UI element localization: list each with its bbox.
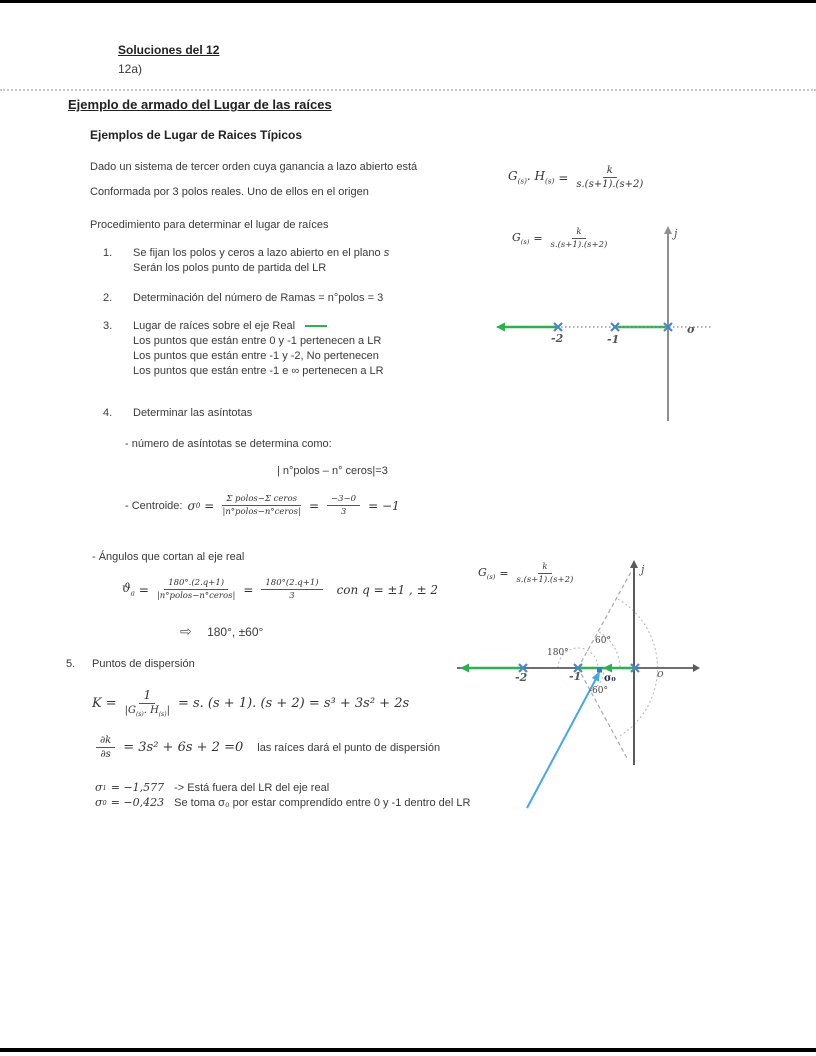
sigma-axis-label: o (657, 667, 664, 680)
step-3-line-3: Los puntos que están entre -1 y -2, No pertenecen (133, 350, 379, 362)
procedure-line: Procedimiento para determinar el lugar de raíces (90, 219, 329, 231)
step-4-abs-line: | n°polos – n° ceros|=3 (277, 465, 388, 477)
root-sigma0-line: σ 0 = −0,423 Se toma σ₀ por estar comprendido entre 0 y -1 dentro del LR (95, 796, 471, 809)
angles-result: ⇨ 180°, ±60° (180, 623, 264, 639)
pole-label-m2: -2 (515, 671, 528, 684)
section-subtitle: Ejemplos de Lugar de Raices Típicos (90, 128, 303, 142)
step-4-number: 4. (103, 407, 113, 419)
sigma0-label: σ₀ (604, 673, 616, 684)
step-1-line-2: Serán los polos punto de partida del LR (133, 262, 327, 274)
imaginary-axis-arrow-icon (664, 226, 672, 234)
page-top-border (0, 0, 816, 3)
j-axis-label: j (641, 563, 645, 576)
angles-title: - Ángulos que cortan al eje real (92, 551, 245, 563)
step-5-number: 5. (66, 658, 76, 670)
locus-mid-arrow-icon (603, 664, 612, 673)
formula-centroid: - Centroide: σ 0 = $\frac{\text{Σ polos−Σ ceros}}{\text{|n°polos−n°ceros|}}$ = $\frac{-3-0}{3}$ = −1 (125, 494, 400, 517)
step-2-number: 2. (103, 292, 113, 304)
step-1-number: 1. (103, 247, 113, 259)
imaginary-axis-arrow-icon (630, 560, 638, 568)
step-1-line-1: Se fijan los polos y ceros a lazo abierto en el plano s (133, 247, 390, 259)
formula-gs-diagram1: $G_{(s)}$ = $\frac{k}{s.(s+1).(s+2)}$ (512, 227, 608, 250)
page-bottom-border (0, 1048, 816, 1052)
diagram-asymptotes (449, 559, 711, 817)
formula-gs-diagram2: $G_{(s)}$ = $\frac{k}{s.(s+1).(s+2)}$ (478, 562, 574, 585)
dotted-separator (0, 89, 816, 91)
angle-minus-60-label: -60° (589, 686, 608, 696)
double-arrow-icon: ⇨ (180, 623, 192, 639)
angle-180-label: 180° (547, 648, 569, 658)
step-2-line: Determinación del número de Ramas = n°polos = 3 (133, 292, 384, 304)
formula-gain-k: K = $\frac{1}{|G_{(s)}. H_{(s)}|}$ = s. (s + 1). (s + 2) = s³ + 3s² + 2s (92, 688, 410, 718)
step-4-asymptote-note: - número de asíntotas se determina como: (125, 438, 332, 450)
pole-label-m2: -2 (551, 332, 564, 345)
item-label: 12a) (118, 62, 143, 76)
asymptote-down-60 (578, 668, 628, 760)
breakaway-pointer-arrow-icon (592, 671, 600, 682)
angle-60-label: 60° (595, 636, 611, 646)
diagram-pole-zero-map (455, 225, 720, 425)
step-3-number: 3. (103, 320, 113, 332)
intro-line-1: Dado un sistema de tercer orden cuya ganancia a lazo abierto está (90, 161, 418, 173)
sigma-axis-label: σ (687, 323, 696, 336)
step-3-line-4: Los puntos que están entre -1 e ∞ pertenecen a LR (133, 365, 384, 377)
asymptote-up-60 (578, 572, 631, 668)
locus-left-arrow-icon (496, 323, 505, 332)
root-sigma1-line: σ 1 = −1,577 -> Está fuera del LR del eje real (95, 781, 330, 794)
step-3-line-2: Los puntos que están entre 0 y -1 pertenecen a LR (133, 335, 382, 347)
breakaway-point-marker (597, 668, 602, 673)
step-5-line: Puntos de dispersión (92, 658, 195, 670)
pole-label-m1: -1 (569, 670, 582, 683)
formula-derivative: $\frac{\partial k}{\partial s}$ = 3s² + 6s + 2 =0 las raíces dará el punto de dispersión (92, 735, 440, 760)
step-3-line-1: Lugar de raíces sobre el eje Real (133, 320, 327, 332)
locus-left-arrow-icon (460, 664, 469, 673)
j-axis-label: j (674, 227, 678, 240)
green-locus-legend-dash (305, 325, 327, 327)
page-title: Ejemplo de armado del Lugar de las raíces (68, 97, 332, 112)
breakaway-pointer-line (527, 675, 598, 808)
real-axis-arrow-icon (693, 664, 700, 672)
formula-open-loop-gain: $G_{(s)}$. $H_{(s)}$ = $\frac{k}{s.(s+1).(s+2)}$ (508, 165, 644, 190)
step-4-line: Determinar las asíntotas (133, 407, 253, 419)
intro-line-2: Conformada por 3 polos reales. Uno de ellos en el origen (90, 186, 369, 198)
formula-angles: $ϑ_a$ = $\frac{180^\circ.(2.q+1)}{\text{|n°polos−n°ceros|}}$ = $\frac{180^\circ(2.q+1)}{3}$ con q = ±1 , ± 2 (122, 578, 439, 601)
solutions-title: Soluciones del 12 (118, 43, 220, 57)
pole-label-m1: -1 (607, 333, 620, 346)
